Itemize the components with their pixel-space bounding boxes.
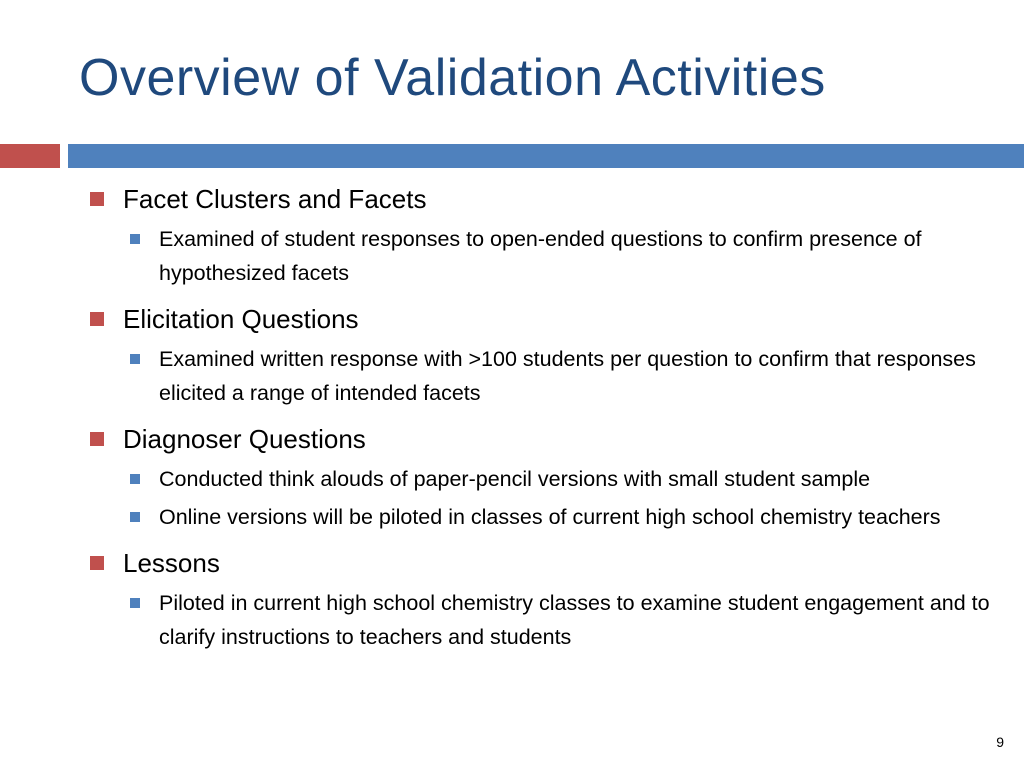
square-bullet-icon xyxy=(130,512,140,522)
section-item xyxy=(90,342,990,410)
section-item-text: Conducted think alouds of paper-pencil versions with small student sample xyxy=(159,467,871,491)
section-item-text: Piloted in current high school chemistry classes to examine student engagement and to clarify instructions to teachers and students xyxy=(159,591,990,649)
square-bullet-icon xyxy=(130,354,140,364)
section-item xyxy=(90,586,990,654)
page-number: 9 xyxy=(996,734,1004,750)
square-bullet-icon xyxy=(130,598,140,608)
section-item xyxy=(90,222,990,290)
square-bullet-icon xyxy=(130,474,140,484)
section-heading xyxy=(90,544,990,582)
section-heading-text: Diagnoser Questions xyxy=(123,424,366,454)
section-item xyxy=(90,500,990,534)
section-item-text: Examined written response with >100 students per question to confirm that responses elicited a range of intended facets xyxy=(159,347,976,405)
section-heading-text: Elicitation Questions xyxy=(123,304,359,334)
section-item xyxy=(90,462,990,496)
section-heading-text: Lessons xyxy=(123,548,220,578)
title-divider-red xyxy=(0,144,60,168)
section-item-text: Online versions will be piloted in classes of current high school chemistry teachers xyxy=(159,505,941,529)
section-heading xyxy=(90,300,990,338)
square-bullet-icon xyxy=(90,312,104,326)
title-divider-blue xyxy=(68,144,1024,168)
section-item-text: Examined of student responses to open-ended questions to confirm presence of hypothesized facets xyxy=(159,227,922,285)
square-bullet-icon xyxy=(90,192,104,206)
slide-title: Overview of Validation Activities xyxy=(79,49,826,107)
square-bullet-icon xyxy=(90,432,104,446)
bullet-list xyxy=(90,180,990,658)
section-heading xyxy=(90,180,990,218)
section-heading-text: Facet Clusters and Facets xyxy=(123,184,427,214)
square-bullet-icon xyxy=(130,234,140,244)
section-heading xyxy=(90,420,990,458)
square-bullet-icon xyxy=(90,556,104,570)
